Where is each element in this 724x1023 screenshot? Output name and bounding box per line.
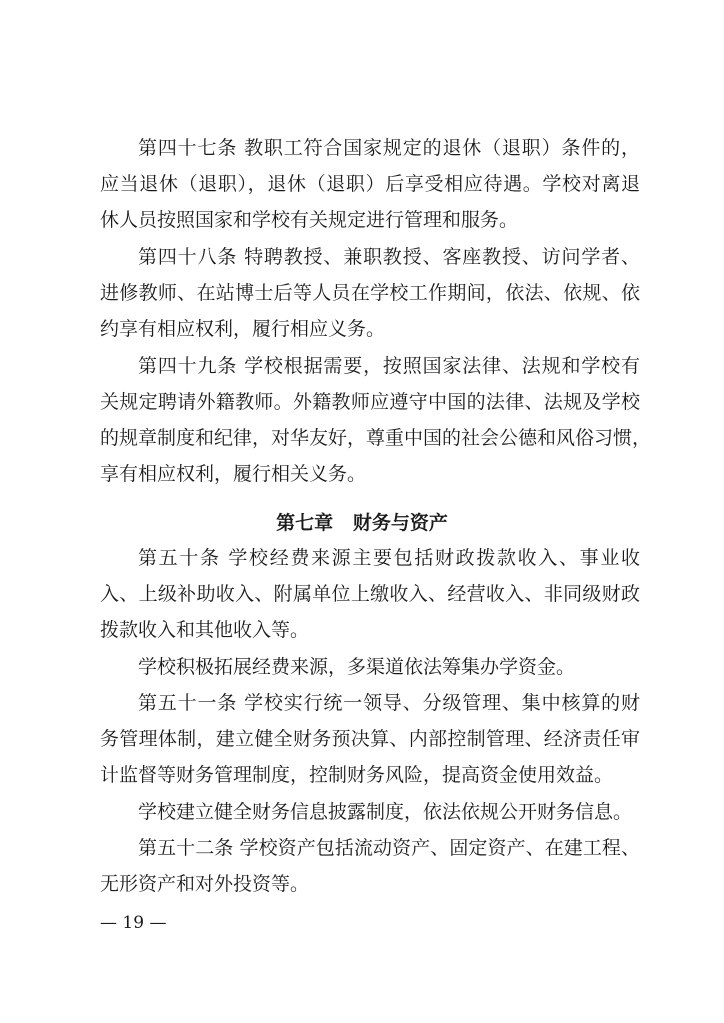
article-49-line-2: 关规定聘请外籍教师。外籍教师应遵守中国的法律、法规及学校 (100, 391, 640, 413)
article-47-line-1: 第四十七条 教职工符合国家规定的退休（退职）条件的， (138, 137, 640, 159)
article-49-line-4: 享有相应权利，履行相关义务。 (100, 463, 367, 485)
article-48-line-3: 约享有相应权利，履行相应义务。 (100, 318, 386, 340)
article-50-line-1: 第五十条 学校经费来源主要包括财政拨款收入、事业收 (138, 547, 640, 569)
article-52-line-1: 第五十二条 学校资产包括流动资产、固定资产、在建工程、 (138, 837, 640, 859)
article-51-line-3: 计监督等财务管理制度，控制财务风险，提高资金使用效益。 (100, 764, 614, 786)
article-52-line-2: 无形资产和对外投资等。 (100, 873, 310, 895)
article-49-line-1: 第四十九条 学校根据需要，按照国家法律、法规和学校有 (138, 355, 640, 377)
article-47-line-3: 休人员按照国家和学校有关规定进行管理和服务。 (100, 209, 519, 231)
article-51-line-1: 第五十一条 学校实行统一领导、分级管理、集中核算的财 (138, 692, 640, 714)
article-50-para-2: 学校积极拓展经费来源，多渠道依法筹集办学资金。 (138, 656, 576, 678)
article-49-line-3: 的规章制度和纪律，对华友好，尊重中国的社会公德和风俗习惯， (100, 427, 652, 449)
article-48-line-1: 第四十八条 特聘教授、兼职教授、客座教授、访问学者、 (138, 246, 640, 268)
article-50-line-2: 入、上级补助收入、附属单位上缴收入、经营收入、非同级财政 (100, 583, 640, 605)
page-number: — 19 — (100, 913, 167, 933)
article-48-line-2: 进修教师、在站博士后等人员在学校工作期间，依法、依规、依 (100, 282, 640, 304)
article-50-line-3: 拨款收入和其他收入等。 (100, 619, 310, 641)
article-51-para-2: 学校建立健全财务信息披露制度，依法依规公开财务信息。 (138, 801, 633, 823)
chapter-title: 第七章 财务与资产 (276, 512, 448, 534)
article-51-line-2: 务管理体制，建立健全财务预决算、内部控制管理、经济责任审 (100, 728, 640, 750)
article-47-line-2: 应当退休（退职），退休（退职）后享受相应待遇。学校对离退 (100, 173, 640, 195)
